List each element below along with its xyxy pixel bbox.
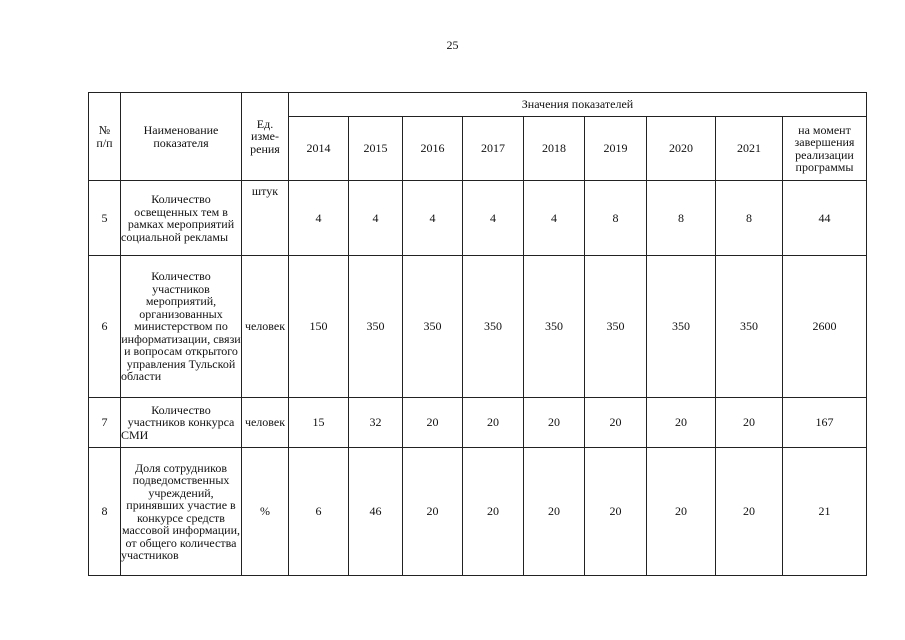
header-year: 2020 — [647, 117, 716, 181]
row-value: 4 — [524, 181, 585, 256]
row-value: 20 — [647, 398, 716, 448]
row-value: 350 — [716, 256, 783, 398]
row-name: Количество участников конкурса СМИ — [121, 398, 242, 448]
row-value: 20 — [524, 398, 585, 448]
indicators-table — [88, 92, 867, 576]
header-year: 2019 — [585, 117, 647, 181]
row-value-final: 167 — [783, 398, 867, 448]
row-value: 20 — [716, 448, 783, 576]
row-value: 350 — [463, 256, 524, 398]
header-values-group: Значения показателей — [289, 93, 867, 117]
row-num: 5 — [89, 181, 121, 256]
row-unit: человек — [242, 398, 289, 448]
header-year: 2016 — [403, 117, 463, 181]
header-unit: Ед. изме- рения — [242, 93, 289, 181]
header-year: 2021 — [716, 117, 783, 181]
header-name: Наименование показателя — [121, 93, 242, 181]
page-number: 25 — [446, 38, 459, 52]
row-value: 350 — [403, 256, 463, 398]
row-value: 20 — [585, 448, 647, 576]
row-value: 20 — [403, 398, 463, 448]
row-value: 15 — [289, 398, 349, 448]
header-num: № п/п — [89, 93, 121, 181]
table-row — [89, 256, 867, 398]
row-value: 4 — [349, 181, 403, 256]
row-unit: % — [242, 448, 289, 576]
table-row — [89, 181, 867, 256]
row-value-final: 21 — [783, 448, 867, 576]
row-value: 8 — [647, 181, 716, 256]
row-value: 4 — [289, 181, 349, 256]
row-value: 20 — [716, 398, 783, 448]
table-row — [89, 398, 867, 448]
row-value: 150 — [289, 256, 349, 398]
row-value: 20 — [403, 448, 463, 576]
row-unit: штук — [242, 181, 289, 256]
row-value: 20 — [647, 448, 716, 576]
header-final: на момент завершения реализации программы — [783, 117, 867, 181]
row-value: 8 — [585, 181, 647, 256]
row-value: 20 — [463, 398, 524, 448]
row-value: 4 — [403, 181, 463, 256]
header-year: 2015 — [349, 117, 403, 181]
row-unit: человек — [242, 256, 289, 398]
row-value-final: 44 — [783, 181, 867, 256]
header-year: 2014 — [289, 117, 349, 181]
row-value-final: 2600 — [783, 256, 867, 398]
row-value: 350 — [647, 256, 716, 398]
row-value: 32 — [349, 398, 403, 448]
row-num: 8 — [89, 448, 121, 576]
row-value: 20 — [463, 448, 524, 576]
header-year: 2017 — [463, 117, 524, 181]
row-value: 20 — [524, 448, 585, 576]
row-name: Количество освещенных тем в рамках мероприятий социальной рекламы — [121, 181, 242, 256]
row-name: Доля сотрудников подведомственных учреждений, принявших участие в конкурсе средств массовой информации, от общего количества участников — [121, 448, 242, 576]
row-value: 350 — [524, 256, 585, 398]
row-value: 4 — [463, 181, 524, 256]
row-value: 6 — [289, 448, 349, 576]
header-row-top — [89, 93, 867, 117]
table-row — [89, 448, 867, 576]
row-num: 6 — [89, 256, 121, 398]
row-name: Количество участников мероприятий, организованных министерством по информатизации, связи и вопросам открытого управления Тульской области — [121, 256, 242, 398]
row-value: 46 — [349, 448, 403, 576]
row-value: 350 — [349, 256, 403, 398]
header-year: 2018 — [524, 117, 585, 181]
row-value: 350 — [585, 256, 647, 398]
row-num: 7 — [89, 398, 121, 448]
row-value: 20 — [585, 398, 647, 448]
row-value: 8 — [716, 181, 783, 256]
